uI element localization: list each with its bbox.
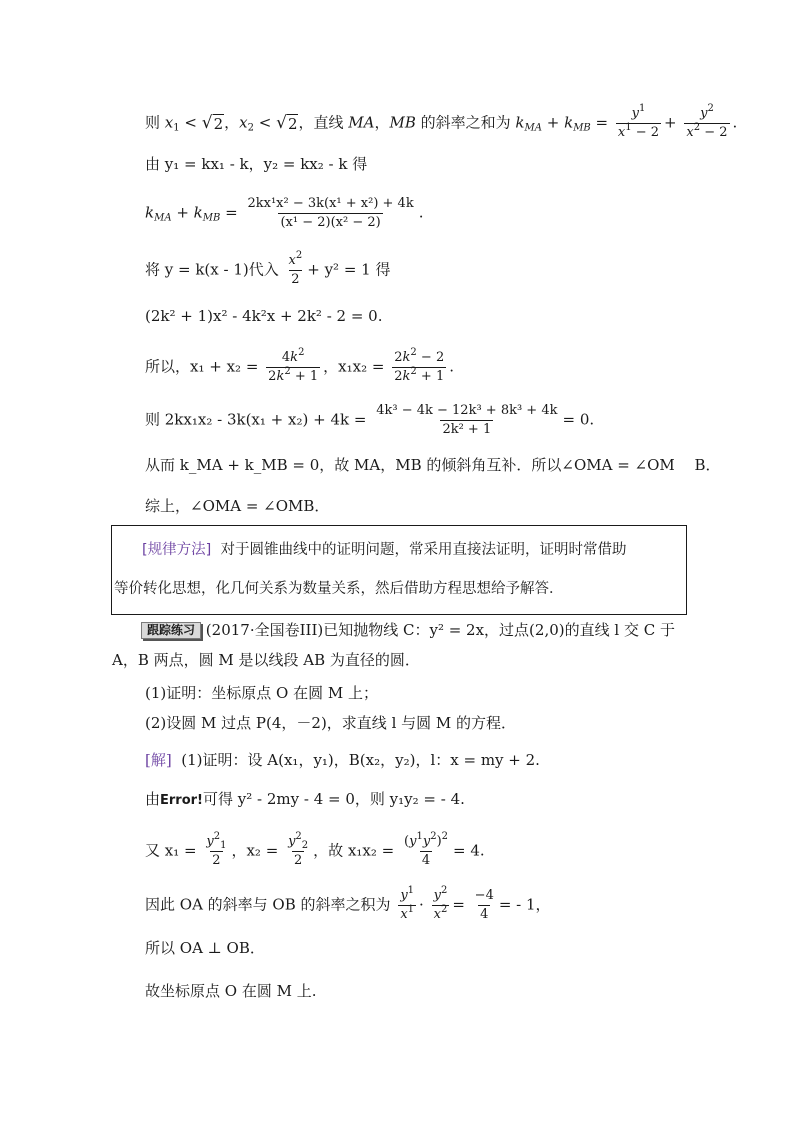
fraction: $\frac{4k^2}{2k^2 + 1}$ [268,347,319,384]
solution-line-2: 由Error!可得 y² - 2my - 4 = 0，则 y₁y₂ = - 4. [145,790,465,808]
sqrt-2: √ 2 [276,113,298,133]
fraction: $\frac{-4}{4}$ [474,888,494,922]
solution-line-5: 所以 OA ⊥ OB． [145,939,265,957]
error-placeholder: Error! [160,793,203,808]
fraction: $\frac{y^2_2}{2}$ [288,831,309,868]
solution-line-3: 又 x₁ = $\frac{y^2_1}{2}$ ，x₂ = $\frac{y^2_2}{2}$ ，故 x₁x₂ = $\frac{(y^1y^2)^2}{4}$ = 4. [145,831,485,868]
fraction: $\frac{y^2}{x^2}$ [433,885,448,922]
method-line-2: 等价转化思想，化几何关系为数量关系，然后借助方程思想给予解答． [114,581,564,597]
sqrt-2: √ 2 [201,113,224,133]
line-slope-sum: 则 $x_1$ < √ 2 ，$x_2$ < √ 2 ，直线 MA，MB 的斜率之和为 $k_{MA} + k_{MB}$ = $\frac{y^1}{x^1 - 2}$ + $\frac{y^2}{x^2 - 2}$ . [145,103,738,140]
fraction: $\frac{y^1}{x^1 - 2}$ [617,103,660,140]
solution-line-4: 因此 OA 的斜率与 OB 的斜率之积为 $\frac{y^1}{x^1}$ · $\frac{y^2}{x^2}$ = $\frac{-4}{4}$ = - 1， [145,885,551,922]
fraction: $\frac{2k^2 - 2}{2k^2 + 1}$ [394,347,445,384]
exercise-question-2: (2)设圆 M 过点 P(4，－2)，求直线 l 与圆 M 的方程． [145,714,517,732]
fraction: $\frac{\text{2kx¹x² − 3k(x¹ + x²) + 4k}}{\text{(x¹ − 2)(x² − 2)}}$ [247,196,414,230]
line-plug-ellipse: 将 y = k(x - 1)代入 $\frac{x^2}{2}$ + y² = 1 得 [145,250,391,287]
track-practice-tag: 跟踪练习 [141,622,201,639]
fraction: $\frac{y^2}{x^2 - 2}$ [686,103,728,140]
fraction: $\frac{(y^1y^2)^2}{4}$ [404,831,449,868]
solution-line-6: 故坐标原点 O 在圆 M 上. [145,982,317,1000]
line-conclusion-angles: 从而 k_MA + k_MB = 0，故 MA，MB 的倾斜角互补．所以∠OMA = ∠OM B． [145,456,721,474]
line-vieta: 所以，x₁ + x₂ = $\frac{4k^2}{2k^2 + 1}$ ，x₁x₂ = $\frac{2k^2 - 2}{2k^2 + 1}$ . [145,347,454,384]
line-compute-zero: 则 2kx₁x₂ - 3k(x₁ + x₂) + 4k = $\frac{\text{4k³ − 4k − 12k³ + 8k³ + 4k}}{\text{2k² + 1}}$ = 0. [145,403,595,437]
fraction: $\frac{y^1}{x^1}$ [400,885,415,922]
method-line-1: [规律方法] 对于圆锥曲线中的证明问题，常采用直接法证明，证明时常借助 [142,542,627,558]
solution-line-1: [解] (1)证明：设 A(x₁，y₁)，B(x₂，y₂)，l：x = my + 2. [145,751,540,769]
exercise-question-1: (1)证明：坐标原点 O 在圆 M 上； [145,684,378,702]
fraction: $\frac{\text{4k³ − 4k − 12k³ + 8k³ + 4k}}{\text{2k² + 1}}$ [376,403,558,437]
exercise-line-2: A，B 两点，圆 M 是以线段 AB 为直径的圆． [112,651,420,669]
method-box [111,525,687,615]
line-slope-expression: $k_{MA} + k_{MB}$ = $\frac{\text{2kx¹x² − 3k(x¹ + x²) + 4k}}{\text{(x¹ − 2)(x² − 2)}}$ . [145,196,424,230]
method-tag: [规律方法] [142,542,212,558]
fraction: $\frac{y^2_1}{2}$ [206,831,227,868]
line-substitution: 由 y₁ = kx₁ - k，y₂ = kx₂ - k 得 [145,155,368,173]
line-quadratic: (2k² + 1)x² - 4k²x + 2k² - 2 = 0. [145,307,383,325]
line-summary: 综上，∠OMA = ∠OMB． [145,497,330,515]
fraction: $\frac{x^2}{2}$ [288,250,303,287]
exercise-line-1: 跟踪练习 (2017·全国卷III)已知抛物线 C：y² = 2x，过点(2,0)的直线 l 交 C 于 [141,620,675,640]
solution-tag: [解] [145,751,172,769]
